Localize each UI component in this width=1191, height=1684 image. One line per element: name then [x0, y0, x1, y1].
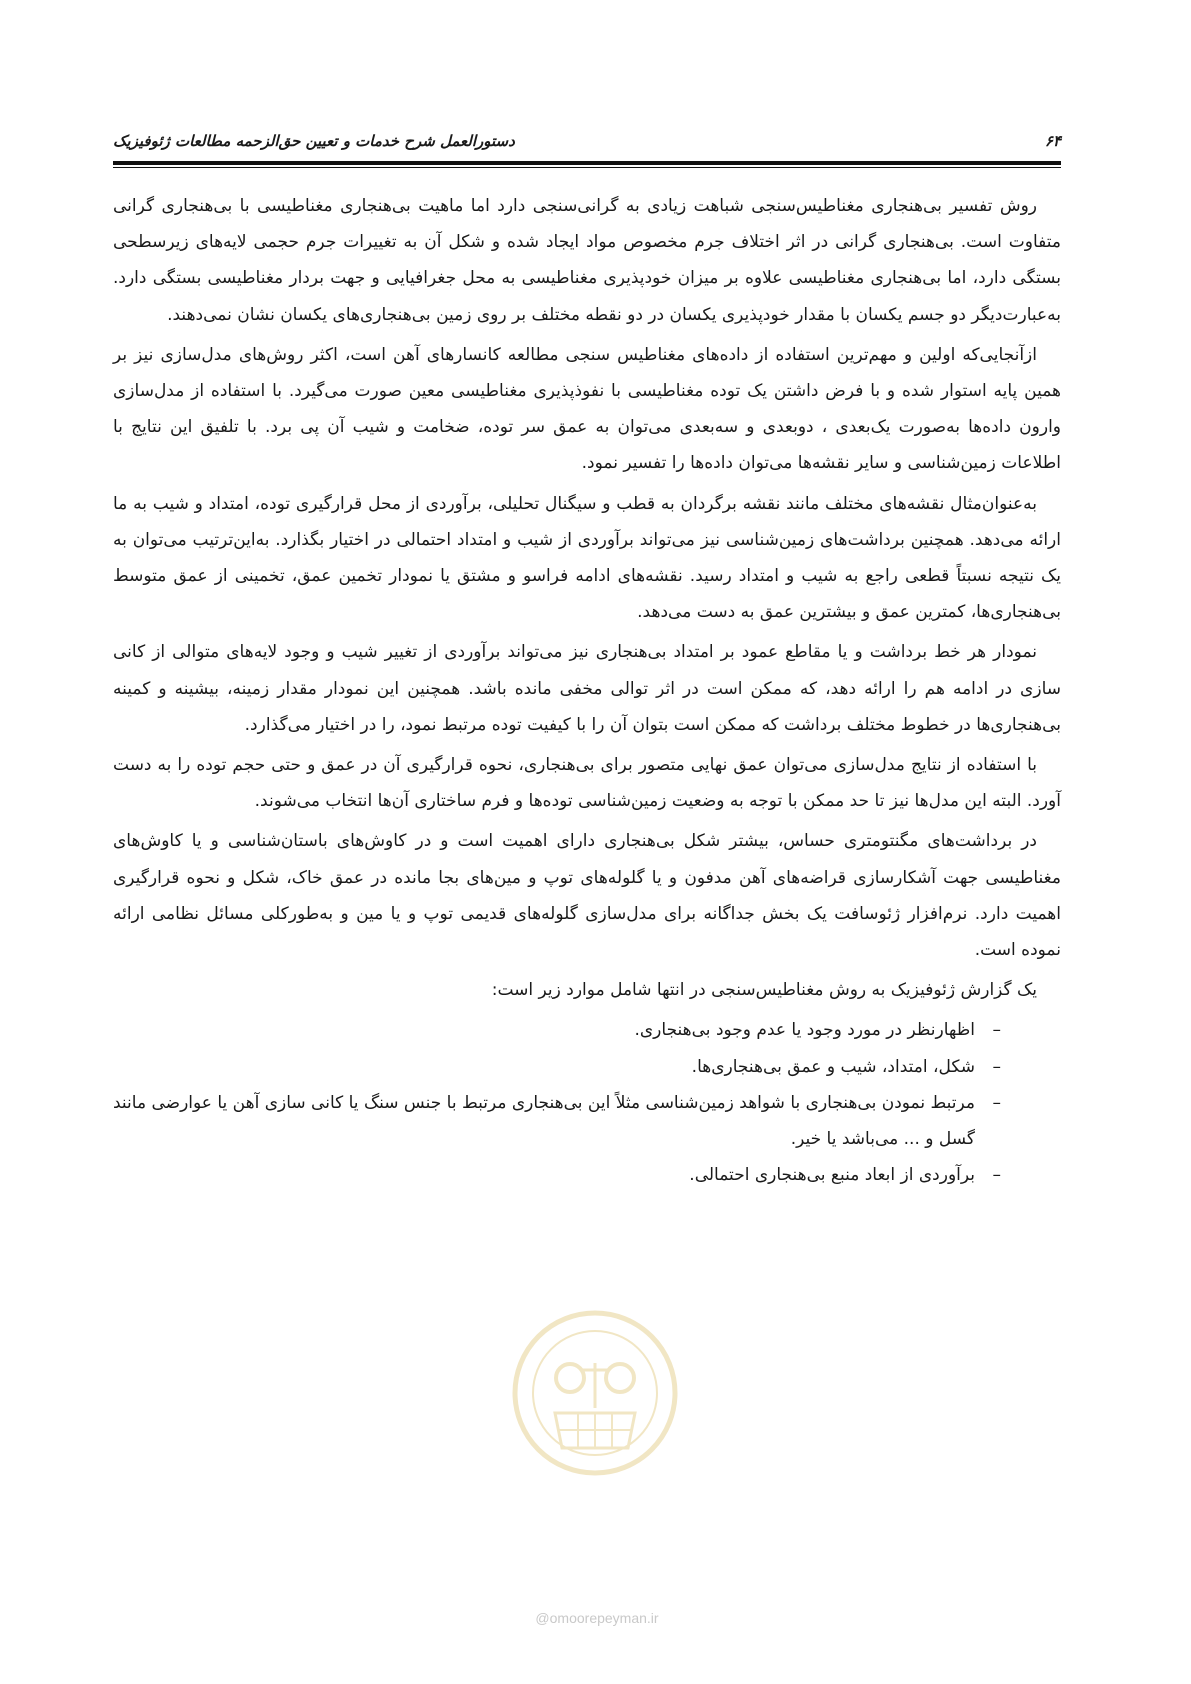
list-intro: یک گزارش ژئوفیزیک به روش مغناطیس‌سنجی در انتها شامل موارد زیر است:: [491, 980, 1037, 1001]
dash-bullet: –: [992, 1056, 1001, 1077]
dash-bullet: –: [992, 1092, 1001, 1113]
watermark-url-text: omoorepeyman.ir: [549, 1610, 659, 1626]
list-item-text: مرتبط نمودن بی‌هنجاری با شواهد زمین‌شناسی مثلاً این بی‌هنجاری مرتبط با جنس سنگ یا کانی سازی آهن یا عوارضی مانند گسل و ... می‌باشد یا خیر.: [113, 1092, 975, 1150]
header-title: دستورالعمل شرح خدمات و تعیین حق‌الزحمه مطالعات ژئوفیزیک: [113, 132, 515, 150]
list-item-text: اظهارنظر در مورد وجود یا عدم وجود بی‌هنجاری.: [634, 1020, 975, 1041]
watermark-seal-icon: [510, 1308, 680, 1478]
page-header: [113, 128, 1061, 164]
list-item-text: شکل، امتداد، شیب و عمق بی‌هنجاری‌ها.: [691, 1056, 975, 1077]
paragraph: نمودار هر خط برداشت و یا مقاطع عمود بر امتداد بی‌هنجاری نیز می‌تواند برآوردی از تغییر شیب و وجود لایه‌های متوالی از کانی سازی در ادامه هم را ارائه دهد، که ممکن است در اثر توالی مخفی مانده باشد. همچنین این نمودار مقدار زمینه، بیشینه و کمینه بی‌هنجاری‌ها در خطوط مختلف برداشت که ممکن است بتوان آن را با کیفیت توده مرتبط نمود، را در اختیار می‌گذارد.: [113, 642, 1061, 735]
paragraph: ازآنجایی‌که اولین و مهم‌ترین استفاده از داده‌های مغناطیس سنجی مطالعه کانسارهای آهن است، اکثر روش‌های مدل‌سازی نیز بر همین پایه استوار شده و با فرض داشتن یک توده مغناطیسی با نفوذپذیری مغناطیسی معین صورت می‌گیرد. با استفاده از مدل‌سازی وارون داده‌ها به‌صورت یک‌بعدی ، دوبعدی و سه‌بعدی می‌توان به عمق سر توده، ضخامت و شیب آن پی برد. با تلفیق این نتایج با اطلاعات زمین‌شناسی و سایر نقشه‌ها می‌توان داده‌ها را تفسیر نمود.: [113, 344, 1061, 474]
list-item: [113, 1157, 1001, 1193]
paragraph: با استفاده از نتایج مدل‌سازی می‌توان عمق نهایی متصور برای بی‌هنجاری، نحوه قرارگیری آن در عمق و حتی حجم توده را به دست آورد. البته این مدل‌ها نیز تا حد ممکن با توجه به وضعیت زمین‌شناسی توده‌ها و فرم ساختاری آن‌ها انتخاب می‌شوند.: [113, 755, 1061, 812]
header-rule-thin: [113, 167, 1061, 168]
paragraph: در برداشت‌های مگنتومتری حساس، بیشتر شکل بی‌هنجاری دارای اهمیت است و در کاوش‌های باستان‌شناسی و یا کاوش‌های مغناطیسی جهت آشکارسازی قراضه‌های آهن مدفون و یا گلوله‌های توپ و مین‌های بجا مانده در عمق خاک، شکل و نحوه قرارگیری اهمیت دارد. نرم‌افزار ژئوسافت یک بخش جداگانه برای مدل‌سازی گلوله‌های قدیمی توپ و یا مین و به‌طورکلی مسائل نظامی ارائه نموده است.: [113, 831, 1061, 961]
list-item: [113, 1012, 1001, 1048]
dash-bullet: –: [992, 1165, 1001, 1186]
page-number: ۶۴: [1044, 132, 1061, 150]
list-item: [113, 1049, 1001, 1085]
paragraph: به‌عنوان‌مثال نقشه‌های مختلف مانند نقشه برگردان به قطب و سیگنال تحلیلی، برآوردی از محل قرارگیری توده، امتداد و شیب به ما ارائه می‌دهد. همچنین برداشت‌های زمین‌شناسی نیز می‌تواند برآوردی از شیب و امتداد احتمالی در اختیار بگذارد. به‌این‌ترتیب می‌توان به یک نتیجه نسبتاً قطعی راجع به شیب و امتداد رسید. نقشه‌های ادامه فراسو و مشتق یا نمودار تخمین عمق، تخمینی از عمق متوسط بی‌هنجاری‌ها، کمترین عمق و بیشترین عمق به دست می‌دهد.: [113, 493, 1061, 623]
header-rule-thick: [113, 161, 1061, 165]
dash-bullet: –: [992, 1020, 1001, 1041]
paragraph: روش تفسیر بی‌هنجاری مغناطیس‌سنجی شباهت زیادی به گرانی‌سنجی دارد اما ماهیت بی‌هنجاری مغناطیسی با بی‌هنجاری گرانی متفاوت است. بی‌هنجاری گرانی در اثر اختلاف جرم مخصوص مواد ایجاد شده و شکل آن به تغییرات جرم حجمی لایه‌های زیرسطحی بستگی دارد، اما بی‌هنجاری مغناطیسی علاوه بر میزان خودپذیری مغناطیسی به محل جغرافیایی و جهت بردار مغناطیسی بستگی دارد. به‌عبارت‌دیگر دو جسم یکسان با مقدار خودپذیری یکسان در دو نقطه مختلف بر روی زمین بی‌هنجاری‌های یکسان نشان نمی‌دهند.: [113, 196, 1061, 325]
list-item: [113, 1085, 1001, 1157]
list-item-text: برآوردی از ابعاد منبع بی‌هنجاری احتمالی.: [689, 1165, 975, 1186]
watermark-url: @omoorepeyman.ir: [535, 1610, 659, 1626]
report-items-list: [113, 1012, 1061, 1193]
body-content: [113, 188, 1061, 1193]
